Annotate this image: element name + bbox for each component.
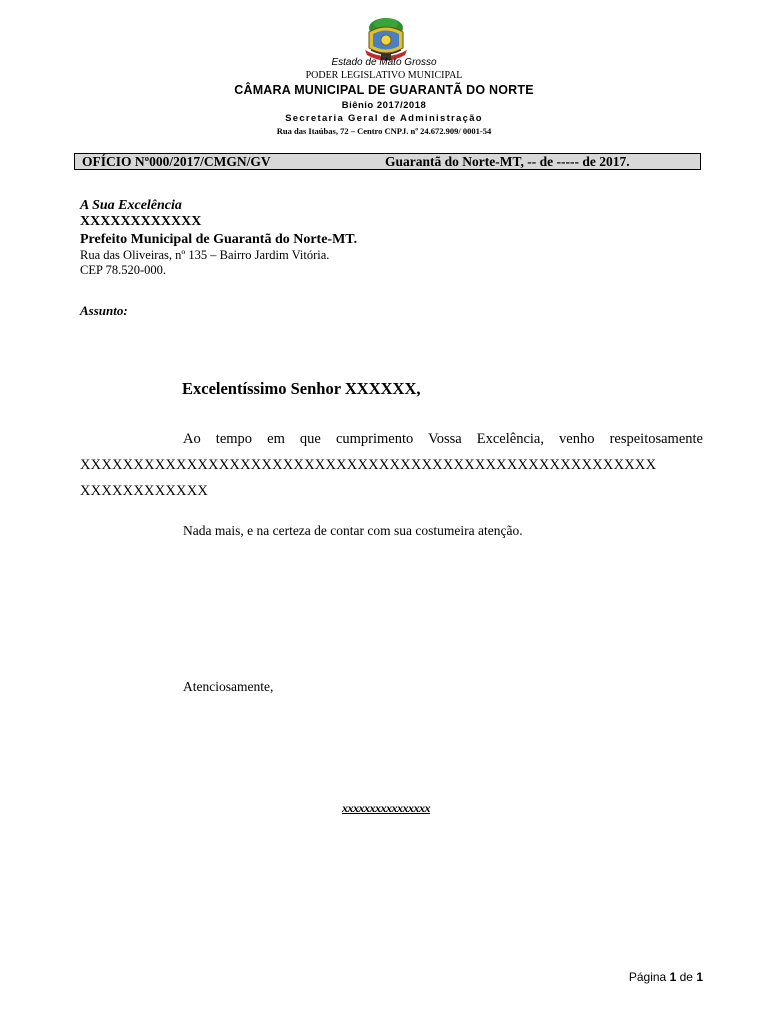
body-line-1: Ao tempo em que cumprimento Vossa Excelência, venho respeitosamente [183, 431, 703, 447]
subject-label: Assunto: [80, 303, 128, 318]
secretariat-line: Secretaria Geral de Administração [285, 113, 483, 124]
recipient-salutation: A Sua Excelência [80, 198, 182, 213]
body-line-2: XXXXXXXXXXXXXXXXXXXXXXXXXXXXXXXXXXXXXXXXXXXXXXXXXXXXXX [80, 457, 657, 473]
closing: Atenciosamente, [183, 679, 274, 694]
page-label: Página [628, 970, 667, 984]
greeting: Excelentíssimo Senhor XXXXXX, [182, 379, 421, 398]
legislative-power-line: PODER LEGISLATIVO MUNICIPAL [305, 70, 463, 81]
office-number: OFÍCIO Nº000/2017/CMGN/GV [82, 154, 271, 169]
recipient-title: Prefeito Municipal de Guarantã do Norte-MT. [80, 232, 358, 247]
letterhead-address: Rua das Itaúbas, 72 – Centro CNPJ. nº 24.672.909/ 0001-54 [276, 126, 492, 136]
biennium-line: Biênio 2017/2018 [341, 100, 427, 111]
page-number [629, 970, 703, 984]
page-total: 1 [696, 970, 703, 984]
recipient-cep: CEP 78.520-000. [80, 263, 166, 277]
signature-line: xxxxxxxxxxxxxxxx [342, 801, 430, 815]
state-line: Estado de Mato Grosso [331, 57, 437, 68]
office-place-date: Guarantã do Norte-MT, -- de ----- de 2017. [385, 154, 630, 169]
page-of-label: de [679, 970, 693, 984]
chamber-name: CÂMARA MUNICIPAL DE GUARANTÃ DO NORTE [234, 83, 534, 97]
page-current: 1 [669, 970, 677, 984]
recipient-name: XXXXXXXXXXXX [80, 214, 202, 229]
body-line-3: XXXXXXXXXXXX [80, 483, 209, 499]
closing-paragraph: Nada mais, e na certeza de contar com sua costumeira atenção. [183, 523, 523, 538]
recipient-address: Rua das Oliveiras, nº 135 – Bairro Jardim Vitória. [80, 248, 330, 262]
